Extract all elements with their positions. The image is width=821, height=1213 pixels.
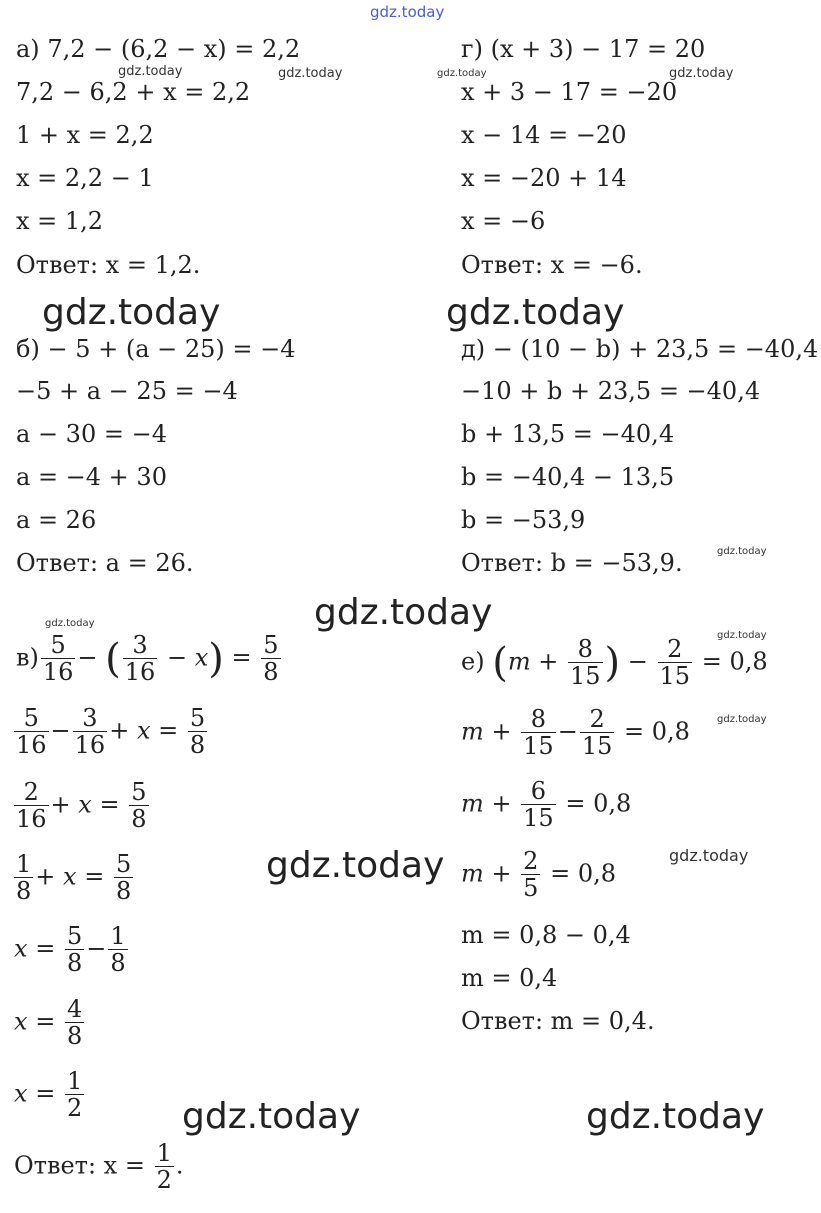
problem-g-line-3: x − 14 = −20 [461,121,627,149]
problem-a-line-4: x = 2,2 − 1 [16,164,154,192]
problem-d-line-5: b = −53,9 [461,506,586,534]
watermark: gdz.today [669,66,734,81]
watermark: gdz.today [717,630,767,641]
watermark-top: gdz.today [370,3,445,21]
problem-a-line-3: 1 + x = 2,2 [16,121,154,149]
problem-a-answer: Ответ: x = 1,2. [16,251,201,279]
problem-a-line-2: 7,2 − 6,2 + x = 2,2 [16,78,251,106]
problem-a-line-5: x = 1,2 [16,207,104,235]
watermark: gdz.today [669,846,749,865]
problem-e-line-6: m = 0,4 [461,964,558,992]
problem-d-line-1: д) − (10 − b) + 23,5 = −40,4 [461,335,819,363]
problem-v-line-7: x = $\frac{1}{2}$ [14,1067,83,1123]
problem-e-line-5: m = 0,8 − 0,4 [461,921,631,949]
problem-v-line-5: x = $\frac{5}{8}$ − $\frac{1}{8}$ [14,922,126,978]
problem-e-line-2: m + $\frac{8}{15}$ − $\frac{2}{15}$ = 0,8 [461,705,690,761]
problem-e-answer: Ответ: m = 0,4. [461,1007,655,1035]
watermark: gdz.today [42,292,221,333]
problem-g-line-1: г) (x + 3) − 17 = 20 [461,35,706,63]
problem-d-answer: Ответ: b = −53,9. [461,549,683,577]
watermark: gdz.today [182,1096,361,1137]
problem-b-line-1: б) − 5 + (a − 25) = −4 [16,335,296,363]
watermark: gdz.today [118,64,183,79]
watermark: gdz.today [437,68,487,79]
problem-b-line-3: a − 30 = −4 [16,420,167,448]
problem-e-line-4: m + $\frac{2}{5}$ = 0,8 [461,847,616,903]
problem-g-line-4: x = −20 + 14 [461,164,627,192]
problem-v-line-4: $\frac{1}{8}$ + x = $\frac{5}{8}$ [16,850,132,906]
watermark: gdz.today [717,714,767,725]
watermark: gdz.today [586,1096,765,1137]
watermark: gdz.today [314,592,493,633]
watermark: gdz.today [717,546,767,557]
problem-v-answer: Ответ: x = $\frac{1}{2}$ . [14,1139,184,1195]
problem-d-line-3: b + 13,5 = −40,4 [461,420,675,448]
problem-e-line-3: m + $\frac{6}{15}$ = 0,8 [461,777,632,833]
problem-v-line-6: x = $\frac{4}{8}$ [14,995,83,1051]
problem-d-line-2: −10 + b + 23,5 = −40,4 [461,377,761,405]
problem-b-line-4: a = −4 + 30 [16,463,167,491]
problem-g-line-5: x = −6 [461,207,546,235]
problem-v-line-2: $\frac{5}{16}$ − $\frac{3}{16}$ + x = $\frac{5}{8}$ [16,704,206,760]
problem-g-line-2: x + 3 − 17 = −20 [461,78,678,106]
watermark: gdz.today [45,618,95,629]
problem-b-answer: Ответ: a = 26. [16,549,194,577]
watermark: gdz.today [266,845,445,886]
problem-d-line-4: b = −40,4 − 13,5 [461,463,675,491]
watermark: gdz.today [446,292,625,333]
problem-b-line-2: −5 + a − 25 = −4 [16,377,238,405]
problem-g-answer: Ответ: x = −6. [461,251,643,279]
problem-b-line-5: a = 26 [16,506,97,534]
problem-e-line-1: е) (m + $\frac{8}{15}$ ) − $\frac{2}{15}$ = 0,8 [461,635,768,691]
problem-v-line-3: $\frac{2}{16}$ + x = $\frac{5}{8}$ [16,778,147,834]
problem-a-line-1: а) 7,2 − (6,2 − x) = 2,2 [16,35,301,63]
problem-v-line-1: в) $\frac{5}{16}$ − ( $\frac{3}{16}$ − x) = $\frac{5}{8}$ [16,631,279,687]
watermark: gdz.today [278,66,343,81]
